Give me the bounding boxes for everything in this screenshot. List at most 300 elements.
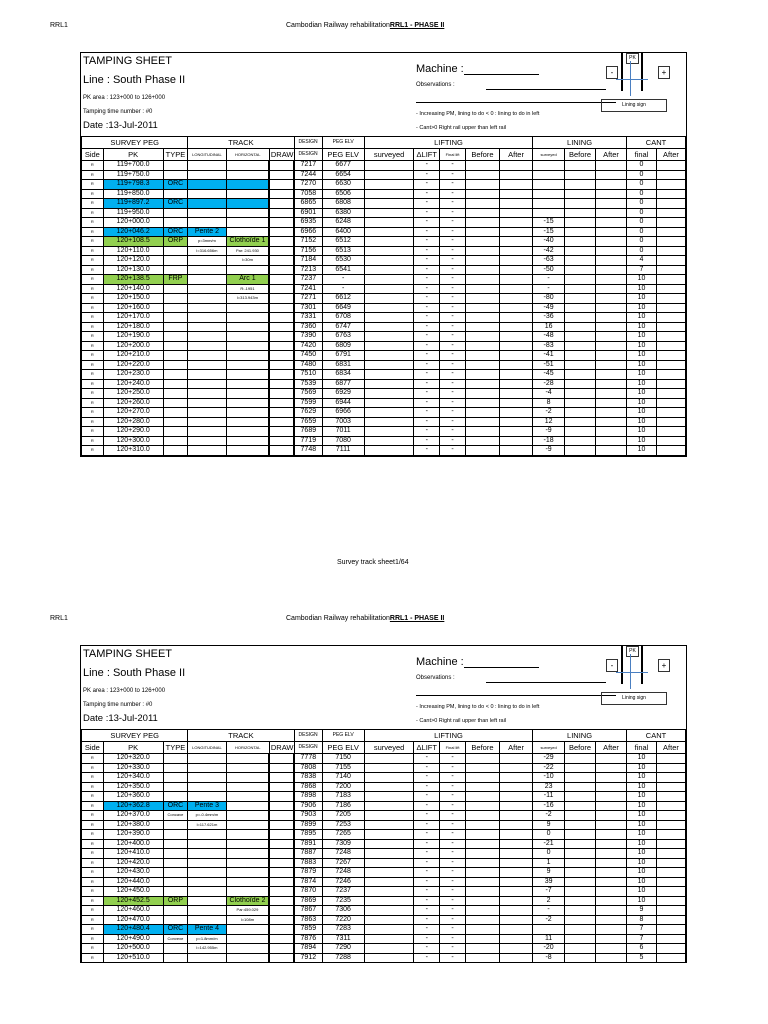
- cell-type: [163, 773, 188, 783]
- cell-ls: -51: [533, 360, 565, 370]
- cell-cf: 4: [627, 256, 657, 266]
- cell-pk: 120+190.0: [103, 332, 163, 342]
- cell-d: -: [414, 773, 440, 783]
- cell-ls: -15: [533, 218, 565, 228]
- cell-side: R: [82, 303, 104, 313]
- header-group-row: [82, 730, 686, 742]
- cell-empty: [596, 792, 627, 802]
- cell-empty: [656, 915, 685, 925]
- table-row: [82, 313, 686, 323]
- cell-cf: 10: [627, 830, 657, 840]
- cell-empty: [596, 313, 627, 323]
- cell-pk: 120+490.0: [103, 934, 163, 944]
- cell-cf: 10: [627, 313, 657, 323]
- cell-empty: [596, 180, 627, 190]
- cell-peg: 6966: [322, 408, 364, 418]
- cell-design: 7863: [294, 915, 322, 925]
- cell-hor: [226, 754, 269, 764]
- table-row: [82, 332, 686, 342]
- cell-hor: [226, 389, 269, 399]
- cell-cf: 0: [627, 208, 657, 218]
- cell-design: 7213: [294, 265, 322, 275]
- cell-peg: 7306: [322, 906, 364, 916]
- cell-lon: [188, 408, 226, 418]
- cell-f: -: [440, 294, 466, 304]
- cell-empty: [500, 294, 533, 304]
- cell-empty: [596, 256, 627, 266]
- cell-empty: [465, 360, 499, 370]
- cell-lon: [188, 256, 226, 266]
- cell-hor: [226, 782, 269, 792]
- cell-type: ORC: [163, 180, 188, 190]
- cell-empty: [465, 782, 499, 792]
- cell-d: -: [414, 370, 440, 380]
- cell-design: 7599: [294, 398, 322, 408]
- cell-empty: [565, 332, 596, 342]
- cell-hor: Clothoïde 2: [226, 896, 269, 906]
- cell-hor: Par:459.029: [226, 906, 269, 916]
- cell-cf: 0: [627, 189, 657, 199]
- cell-type: [163, 944, 188, 954]
- cell-empty: [465, 436, 499, 446]
- cell-empty: [364, 161, 414, 171]
- cell-lon: [188, 839, 226, 849]
- cell-d: -: [414, 303, 440, 313]
- cell-empty: [465, 218, 499, 228]
- cell-side: R: [82, 360, 104, 370]
- cell-empty: [500, 877, 533, 887]
- cell-empty: [465, 341, 499, 351]
- cell-hor: [226, 218, 269, 228]
- cell-d: -: [414, 256, 440, 266]
- cell-type: [163, 782, 188, 792]
- cell-hor: [226, 792, 269, 802]
- tamping-number: Tamping time number : #0: [83, 109, 153, 115]
- group-header: DESIGN: [294, 137, 322, 149]
- cell-d: -: [414, 189, 440, 199]
- cell-empty: [364, 332, 414, 342]
- cell-d: -: [414, 265, 440, 275]
- header-column-row: [82, 742, 686, 754]
- cell-empty: [364, 446, 414, 456]
- cell-empty: [565, 199, 596, 209]
- cell-d: -: [414, 820, 440, 830]
- cell-empty: [565, 294, 596, 304]
- cell-empty: [500, 925, 533, 935]
- cell-peg: 7111: [322, 446, 364, 456]
- table-row: [82, 227, 686, 237]
- cell-empty: [364, 408, 414, 418]
- cell-type: [163, 754, 188, 764]
- cell-pk: 120+108.5: [103, 237, 163, 247]
- cell-empty: [364, 877, 414, 887]
- cell-peg: 7205: [322, 811, 364, 821]
- cell-lon: [188, 208, 226, 218]
- group-header: LINING: [533, 730, 627, 742]
- cell-empty: [656, 408, 685, 418]
- rail-icon: [641, 53, 643, 91]
- cell-empty: [500, 446, 533, 456]
- cell-cf: 10: [627, 858, 657, 868]
- cell-hor: [226, 161, 269, 171]
- cell-empty: [465, 896, 499, 906]
- cell-f: -: [440, 858, 466, 868]
- cell-type: [163, 170, 188, 180]
- cell-ls: -8: [533, 953, 565, 963]
- cell-ls: -11: [533, 792, 565, 802]
- table-row: [82, 265, 686, 275]
- cell-design: 7808: [294, 763, 322, 773]
- cell-peg: 6649: [322, 303, 364, 313]
- cell-type: ORP: [163, 896, 188, 906]
- cell-type: [163, 208, 188, 218]
- cell-empty: [565, 227, 596, 237]
- cell-cf: 10: [627, 322, 657, 332]
- cell-peg: 7267: [322, 858, 364, 868]
- cell-lon: [188, 284, 226, 294]
- cell-empty: [364, 227, 414, 237]
- cell-peg: 7309: [322, 839, 364, 849]
- table-row: [82, 180, 686, 190]
- cell-empty: [269, 351, 294, 361]
- sheet-title: TAMPING SHEET: [83, 55, 173, 67]
- cell-empty: [656, 275, 685, 285]
- cell-peg: 7248: [322, 849, 364, 859]
- cell-hor: l=108m: [226, 915, 269, 925]
- cell-empty: [565, 427, 596, 437]
- cell-lon: l=117.621m: [188, 820, 226, 830]
- cell-empty: [565, 208, 596, 218]
- cell-cf: 10: [627, 427, 657, 437]
- cell-pk: 120+160.0: [103, 303, 163, 313]
- table-row: [82, 341, 686, 351]
- table-row: [82, 925, 686, 935]
- cell-empty: [656, 849, 685, 859]
- cell-d: -: [414, 284, 440, 294]
- cell-empty: [656, 322, 685, 332]
- cell-peg: 6248: [322, 218, 364, 228]
- cell-empty: [269, 820, 294, 830]
- cell-empty: [364, 313, 414, 323]
- cell-cf: 10: [627, 839, 657, 849]
- cell-peg: 6808: [322, 199, 364, 209]
- cell-ls: -9: [533, 427, 565, 437]
- table-row: [82, 322, 686, 332]
- table-row: [82, 915, 686, 925]
- cell-peg: 6747: [322, 322, 364, 332]
- cell-empty: [596, 408, 627, 418]
- table-row: [82, 446, 686, 456]
- column-header: TYPE: [163, 742, 188, 754]
- cell-empty: [465, 189, 499, 199]
- cell-side: R: [82, 294, 104, 304]
- cell-cf: 10: [627, 294, 657, 304]
- cell-empty: [364, 820, 414, 830]
- group-header: PEG ELV: [322, 137, 364, 149]
- cell-side: R: [82, 161, 104, 171]
- group-header: CANT: [627, 730, 686, 742]
- cell-empty: [500, 953, 533, 963]
- cell-hor: [226, 934, 269, 944]
- cell-empty: [364, 237, 414, 247]
- cell-empty: [656, 782, 685, 792]
- cell-empty: [656, 351, 685, 361]
- arrow-left-right-icon: [616, 672, 648, 673]
- lining-sign-box: Lining sign: [601, 692, 667, 705]
- table-row: [82, 256, 686, 266]
- cell-ls: -63: [533, 256, 565, 266]
- cell-f: -: [440, 351, 466, 361]
- cell-empty: [465, 294, 499, 304]
- cell-empty: [500, 436, 533, 446]
- cell-empty: [596, 284, 627, 294]
- cell-empty: [596, 370, 627, 380]
- cell-lon: [188, 754, 226, 764]
- cell-empty: [500, 398, 533, 408]
- cell-empty: [269, 436, 294, 446]
- cell-lon: [188, 351, 226, 361]
- cell-empty: [364, 427, 414, 437]
- cell-ls: -16: [533, 801, 565, 811]
- table-row: [82, 773, 686, 783]
- cell-empty: [364, 754, 414, 764]
- cell-f: -: [440, 877, 466, 887]
- cell-type: FRP: [163, 275, 188, 285]
- cell-empty: [565, 408, 596, 418]
- cell-f: -: [440, 246, 466, 256]
- cell-empty: [656, 906, 685, 916]
- cell-empty: [565, 915, 596, 925]
- cell-ls: -: [533, 906, 565, 916]
- cell-ls: -18: [533, 436, 565, 446]
- cell-empty: [596, 208, 627, 218]
- cell-type: [163, 389, 188, 399]
- cell-peg: 7150: [322, 754, 364, 764]
- cell-empty: [656, 227, 685, 237]
- cell-empty: [364, 906, 414, 916]
- cell-empty: [596, 858, 627, 868]
- column-header: final: [627, 742, 657, 754]
- cell-peg: 7220: [322, 915, 364, 925]
- cell-empty: [596, 934, 627, 944]
- cell-empty: [596, 906, 627, 916]
- cell-empty: [500, 303, 533, 313]
- page-header-left: RRL1: [50, 22, 68, 29]
- cell-design: 7876: [294, 934, 322, 944]
- cell-empty: [364, 360, 414, 370]
- cell-side: R: [82, 773, 104, 783]
- cell-d: -: [414, 782, 440, 792]
- column-header: surveyed: [364, 742, 414, 754]
- cell-empty: [500, 265, 533, 275]
- cell-d: -: [414, 801, 440, 811]
- cell-peg: 7248: [322, 868, 364, 878]
- cell-side: R: [82, 792, 104, 802]
- sheet-title: TAMPING SHEET: [83, 648, 173, 660]
- cell-f: -: [440, 389, 466, 399]
- cell-side: R: [82, 436, 104, 446]
- table-row: [82, 763, 686, 773]
- cell-ls: -41: [533, 351, 565, 361]
- cell-design: 7879: [294, 868, 322, 878]
- column-header: HORIZONTAL: [226, 742, 269, 754]
- column-header: DESIGN: [294, 742, 322, 754]
- cell-design: 7058: [294, 189, 322, 199]
- cell-empty: [596, 351, 627, 361]
- table-row: [82, 398, 686, 408]
- cell-pk: 119+950.0: [103, 208, 163, 218]
- cell-d: -: [414, 199, 440, 209]
- cell-empty: [465, 398, 499, 408]
- column-header: PK: [103, 149, 163, 161]
- cell-side: R: [82, 820, 104, 830]
- column-header: After: [596, 742, 627, 754]
- cell-empty: [500, 370, 533, 380]
- minus-sign: -: [606, 659, 618, 672]
- table-row: [82, 858, 686, 868]
- cell-design: 7719: [294, 436, 322, 446]
- cell-design: 7838: [294, 773, 322, 783]
- cell-empty: [364, 351, 414, 361]
- cell-f: -: [440, 915, 466, 925]
- column-header: Side: [82, 149, 104, 161]
- cell-ls: -4: [533, 389, 565, 399]
- cell-f: -: [440, 896, 466, 906]
- cell-lon: [188, 849, 226, 859]
- cell-design: 6865: [294, 199, 322, 209]
- group-header: TRACK: [188, 730, 294, 742]
- cell-pk: 120+510.0: [103, 953, 163, 963]
- cell-empty: [596, 773, 627, 783]
- cell-type: [163, 820, 188, 830]
- cell-cf: 10: [627, 389, 657, 399]
- cell-pk: 120+480.4: [103, 925, 163, 935]
- cell-empty: [269, 370, 294, 380]
- cell-empty: [465, 877, 499, 887]
- cell-cf: 0: [627, 237, 657, 247]
- cell-type: [163, 322, 188, 332]
- cell-type: [163, 792, 188, 802]
- table-row: [82, 284, 686, 294]
- cell-type: Convexe: [163, 934, 188, 944]
- cell-design: 7895: [294, 830, 322, 840]
- cell-empty: [565, 754, 596, 764]
- cell-cf: 10: [627, 820, 657, 830]
- group-header: PEG ELV: [322, 730, 364, 742]
- cell-pk: 120+046.2: [103, 227, 163, 237]
- cell-side: R: [82, 944, 104, 954]
- cell-empty: [565, 868, 596, 878]
- cell-side: R: [82, 830, 104, 840]
- cell-type: [163, 953, 188, 963]
- cell-cf: 7: [627, 925, 657, 935]
- cell-empty: [500, 830, 533, 840]
- table-row: [82, 208, 686, 218]
- cell-ls: 12: [533, 417, 565, 427]
- cell-peg: 7235: [322, 896, 364, 906]
- cell-f: -: [440, 436, 466, 446]
- cell-pk: 120+180.0: [103, 322, 163, 332]
- cell-empty: [500, 944, 533, 954]
- cell-f: -: [440, 944, 466, 954]
- cell-lon: [188, 906, 226, 916]
- cell-empty: [465, 275, 499, 285]
- cell-empty: [500, 322, 533, 332]
- cell-empty: [465, 284, 499, 294]
- cell-ls: -20: [533, 944, 565, 954]
- cell-f: -: [440, 427, 466, 437]
- cell-empty: [596, 915, 627, 925]
- cell-empty: [500, 782, 533, 792]
- cell-side: R: [82, 398, 104, 408]
- sheet-header: [81, 646, 686, 729]
- cell-empty: [465, 332, 499, 342]
- cell-peg: 6677: [322, 161, 364, 171]
- cell-design: 7689: [294, 427, 322, 437]
- table-row: [82, 303, 686, 313]
- plus-sign: +: [658, 66, 670, 79]
- cell-d: -: [414, 436, 440, 446]
- cell-cf: 10: [627, 801, 657, 811]
- cell-cf: 8: [627, 915, 657, 925]
- cell-empty: [364, 284, 414, 294]
- tamping-sheet: [80, 645, 687, 963]
- survey-table: [81, 136, 686, 456]
- cell-pk: 120+410.0: [103, 849, 163, 859]
- cell-side: R: [82, 754, 104, 764]
- cell-empty: [269, 868, 294, 878]
- cell-empty: [465, 925, 499, 935]
- cell-design: 7870: [294, 887, 322, 897]
- cell-empty: [500, 839, 533, 849]
- cell-f: -: [440, 782, 466, 792]
- cell-design: 7241: [294, 284, 322, 294]
- cell-empty: [269, 379, 294, 389]
- cell-empty: [565, 275, 596, 285]
- cell-empty: [269, 180, 294, 190]
- cell-side: R: [82, 446, 104, 456]
- cell-d: -: [414, 887, 440, 897]
- cell-empty: [465, 915, 499, 925]
- cell-lon: [188, 199, 226, 209]
- cell-hor: [226, 370, 269, 380]
- cell-f: -: [440, 265, 466, 275]
- cell-empty: [364, 801, 414, 811]
- group-header: DESIGN: [294, 730, 322, 742]
- cell-empty: [656, 360, 685, 370]
- cell-d: -: [414, 830, 440, 840]
- cell-lon: [188, 389, 226, 399]
- cell-empty: [596, 925, 627, 935]
- cell-empty: [500, 754, 533, 764]
- cell-empty: [269, 906, 294, 916]
- cell-f: -: [440, 887, 466, 897]
- cell-empty: [656, 313, 685, 323]
- cell-ls: 0: [533, 849, 565, 859]
- cell-empty: [596, 322, 627, 332]
- column-header: Before: [565, 149, 596, 161]
- cell-ls: 23: [533, 782, 565, 792]
- cell-empty: [269, 408, 294, 418]
- cell-empty: [364, 208, 414, 218]
- cell-empty: [465, 849, 499, 859]
- cell-d: -: [414, 896, 440, 906]
- cell-pk: 119+750.0: [103, 170, 163, 180]
- cell-empty: [565, 811, 596, 821]
- cell-empty: [269, 830, 294, 840]
- cell-d: -: [414, 763, 440, 773]
- cell-lon: [188, 953, 226, 963]
